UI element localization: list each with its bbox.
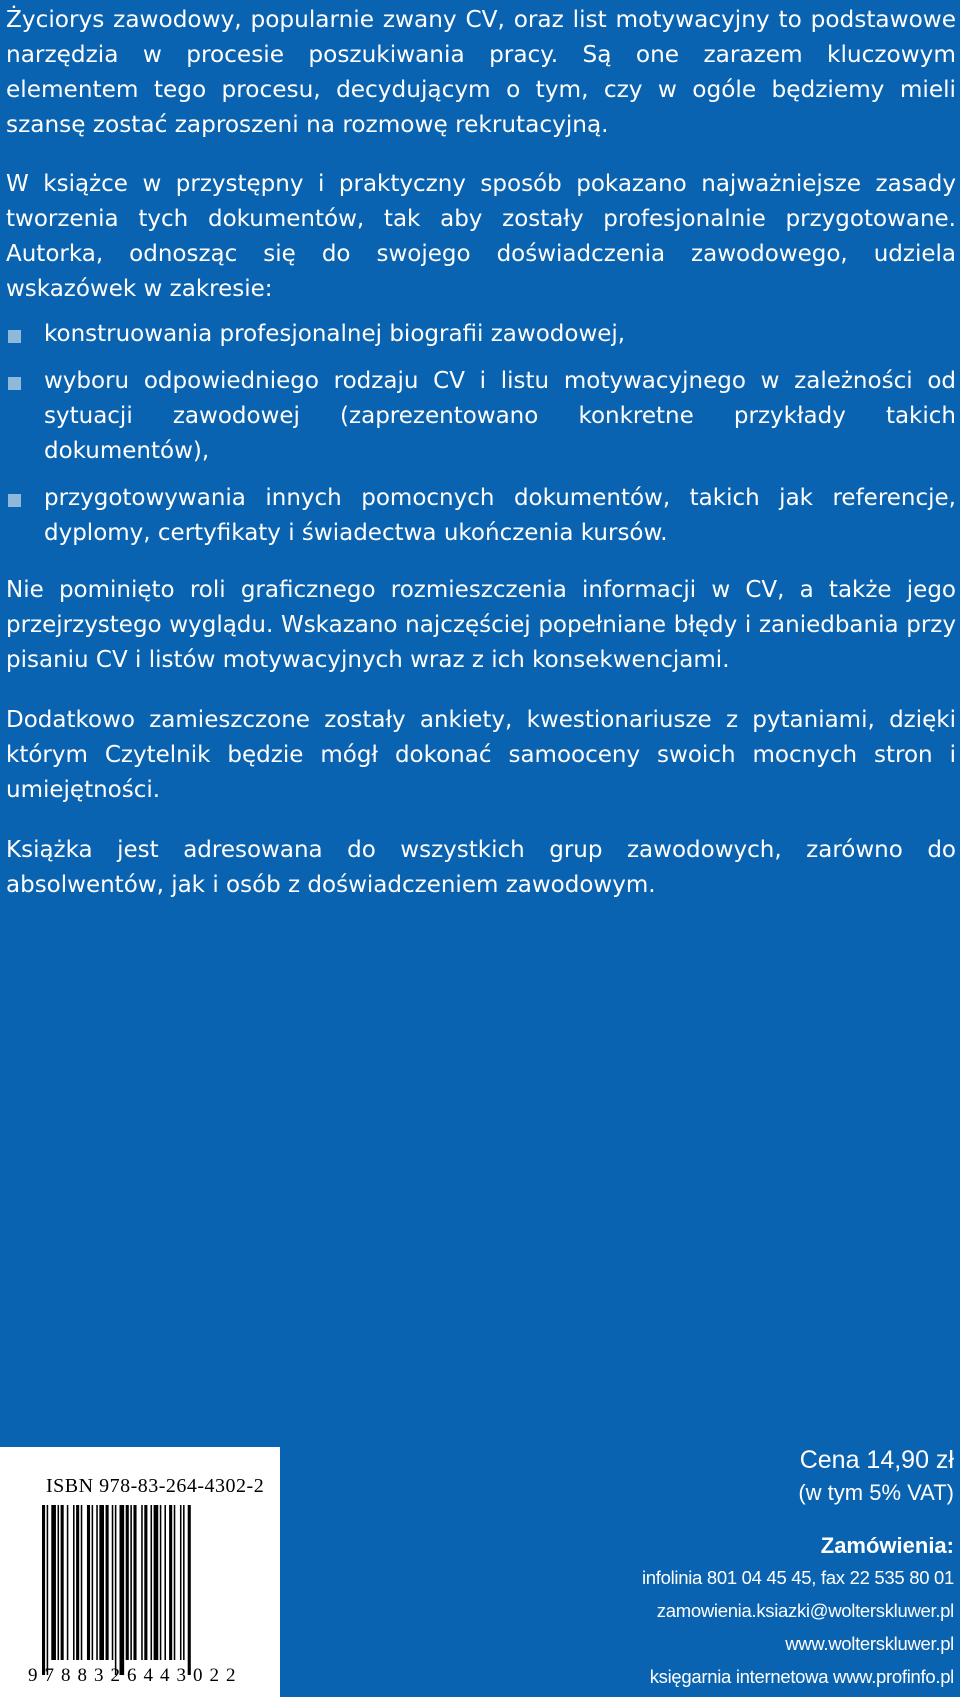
barcode-bar xyxy=(180,1505,182,1660)
barcode-bar xyxy=(61,1505,64,1660)
layout-paragraph: Nie pominięto roli graficznego rozmieszczenia informacji w CV, a także jego przejrzystego wyglądu. Wskazano najczęściej popełniane błędy i zaniedbania przy pisaniu CV i listów motywacyjnych wraz z ich konsekwencjami. xyxy=(6,577,956,673)
barcode-bar xyxy=(67,1505,69,1660)
barcode-bar xyxy=(169,1505,172,1660)
barcode-bar xyxy=(133,1505,136,1660)
barcode-bar xyxy=(76,1505,79,1660)
ean-barcode xyxy=(42,1505,242,1675)
phone-fax: infolinia 801 04 45 45, fax 22 535 80 01 xyxy=(641,1567,954,1588)
barcode-bar xyxy=(73,1505,75,1660)
barcode-bar xyxy=(99,1505,104,1660)
online-shop: księgarnia internetowa www.profinfo.pl xyxy=(649,1666,954,1687)
barcode-bar xyxy=(96,1505,98,1660)
square-bullet-icon xyxy=(8,377,21,390)
barcode-bar xyxy=(154,1505,159,1660)
square-bullet-icon xyxy=(8,330,21,343)
barcode-bar xyxy=(183,1505,185,1660)
barcode-bar xyxy=(81,1505,83,1660)
list-item: konstruowania profesjonalnej biografii zawodowej, xyxy=(6,317,956,352)
barcode-bar xyxy=(112,1505,114,1660)
intro-paragraph: Życiorys zawodowy, popularnie zwany CV, oraz list motywacyjny to podstawowe narzędzia w procesie poszukiwania pracy. Są one zarazem kluczowym elementem tego procesu, decydującym o tym, czy w ogóle będziemy mieli szansę zostać zaproszeni na rozmowę rekrutacyjną. xyxy=(6,6,956,138)
square-bullet-icon xyxy=(8,494,21,507)
barcode-bar xyxy=(120,1505,125,1675)
barcode-bar xyxy=(174,1505,176,1660)
barcode-bar xyxy=(126,1505,129,1660)
barcode-bar xyxy=(58,1505,60,1660)
order-info xyxy=(642,1443,954,1693)
barcode-bar xyxy=(42,1505,45,1675)
barcode-bar xyxy=(130,1505,132,1660)
orders-heading: Zamówienia: xyxy=(820,1533,954,1558)
barcode-bar xyxy=(188,1505,191,1675)
topics-list xyxy=(6,317,956,551)
barcode-bar xyxy=(141,1505,143,1660)
barcode-bar xyxy=(92,1505,94,1660)
vat-note: (w tym 5% VAT) xyxy=(798,1480,954,1505)
list-item: przygotowywania innych pomocnych dokumentów, takich jak referencje, dyplomy, certyfikaty i świadectwa ukończenia kursów. xyxy=(6,481,956,551)
back-cover-text xyxy=(6,2,956,903)
surveys-paragraph: Dodatkowo zamieszczone zostały ankiety, kwestionariusze z pytaniami, dzięki którym Czytelnik będzie mógł dokonać samooceny swoich mocnych stron i umiejętności. xyxy=(6,707,956,803)
publisher-website: www.wolterskluwer.pl xyxy=(785,1633,954,1654)
barcode-bar xyxy=(106,1505,109,1660)
ean-digits: 9788326443022 xyxy=(28,1665,243,1686)
barcode-bar xyxy=(47,1505,49,1675)
barcode-bar xyxy=(87,1505,90,1660)
barcode-bar xyxy=(115,1505,117,1675)
book-description-paragraph: W książce w przystępny i praktyczny sposób pokazano najważniejsze zasady tworzenia tych dokumentów, tak aby zostały profesjonalnie przygotowane. Autorka, odnosząc się do swojego doświadczenia zawodowego, udziela wskazówek w zakresie: xyxy=(6,171,956,302)
barcode-bar xyxy=(164,1505,166,1660)
price: Cena 14,90 zł xyxy=(799,1446,954,1474)
barcode-bar xyxy=(51,1505,56,1660)
barcode-panel xyxy=(0,1447,280,1697)
list-item: wyboru odpowiedniego rodzaju CV i listu motywacyjnego w zależności od sytuacji zawodowej (zaprezentowano konkretne przykłady takich dokumentów), xyxy=(6,364,956,469)
audience-paragraph: Książka jest adresowana do wszystkich grup zawodowych, zarówno do absolwentów, jak i osób z doświadczeniem zawodowym. xyxy=(6,837,956,898)
barcode-bar xyxy=(151,1505,153,1660)
isbn-label: ISBN 978-83-264-4302-2 xyxy=(46,1475,265,1497)
order-email: zamowienia.ksiazki@wolterskluwer.pl xyxy=(656,1600,954,1621)
barcode-bar xyxy=(160,1505,162,1660)
barcode-bar xyxy=(144,1505,147,1660)
